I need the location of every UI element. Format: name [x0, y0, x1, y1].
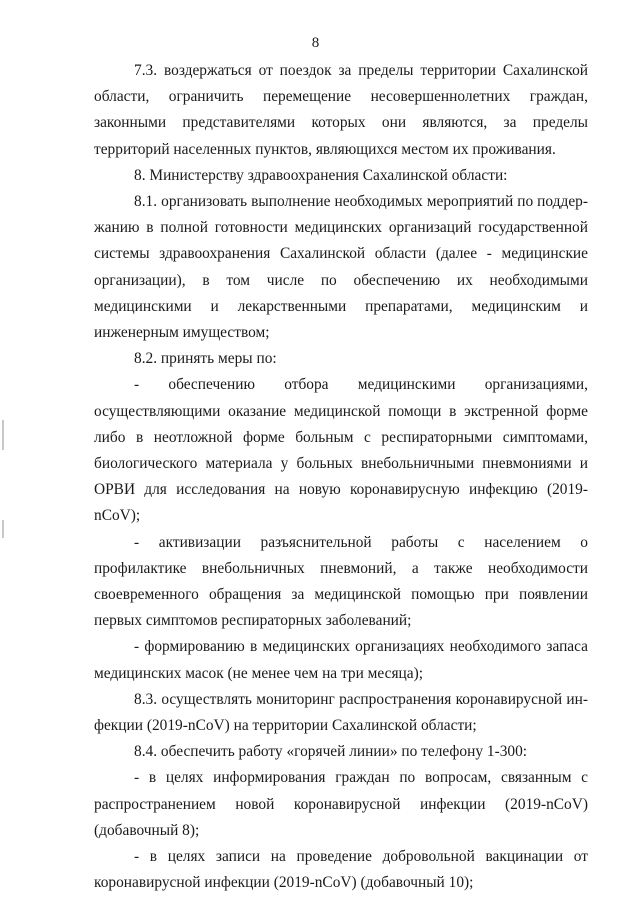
paragraph-8: 8. Министерству здравоохранения Сахалинской области:	[134, 166, 508, 184]
paragraph-8-4: 8.4. обеспечить работу «горячей линии» по телефону 1-300:	[134, 743, 528, 761]
scan-artifact	[2, 520, 4, 538]
paragraph-8-4-item-info: - в целях информирования граждан по вопросам, связанным с распространением новой коронавирусной инфекции (2019-nCoV) (добавочный 8);	[94, 769, 588, 839]
paragraph-8-2: 8.2. принять меры по:	[134, 350, 277, 368]
document-body	[94, 58, 588, 897]
page-number: 8	[311, 35, 320, 51]
paragraph-8-1: 8.1. организовать выполнение необходимых мероприятий по поддержанию в полной готовности медицинских организаций государственной системы здравоохранения Сахалинской области (далее - медицинские организации), в том числе по обеспечению их необходимыми медицинскими и лекарственными препаратами, медицинским и инженерным имуществом;	[94, 193, 588, 342]
paragraph-8-4-item-vaccination: - в целях записи на проведение добровольной вакцинации от коронавирусной инфекции (2019-nCoV) (добавочный 10);	[94, 848, 588, 892]
paragraph-8-3: 8.3. осуществлять мониторинг распространения коронавирусной инфекции (2019-nCoV) на территории Сахалинской области;	[94, 690, 588, 735]
paragraph-7-3: 7.3. воздержаться от поездок за пределы территории Сахалинской области, ограничить перемещение несовершеннолетних граждан, законными представителями которых они являются, за пределы территорий населенных пунктов, являющихся местом их проживания.	[94, 62, 588, 158]
scan-artifact	[2, 420, 4, 450]
paragraph-8-2-item-outreach: - активизации разъяснительной работы с населением о профилактике внебольничных пневмоний, а также необходимости своевременного обращения за медицинской помощью при появлении первых симптомов респираторных заболеваний;	[94, 533, 588, 630]
paragraph-8-2-item-masks: - формированию в медицинских организациях необходимого запаса медицинских масок (не менее чем на три месяца);	[94, 638, 588, 682]
paragraph-8-2-item-sampling: - обеспечению отбора медицинскими организациями, осуществляющими оказание медицинской помощи в экстренной форме либо в неотложной форме больным с респираторными симптомами, биологического материала у больных внебольничными пневмониями и ОРВИ для исследования на новую коронавирусную инфекцию (2019-nCoV);	[94, 376, 588, 525]
